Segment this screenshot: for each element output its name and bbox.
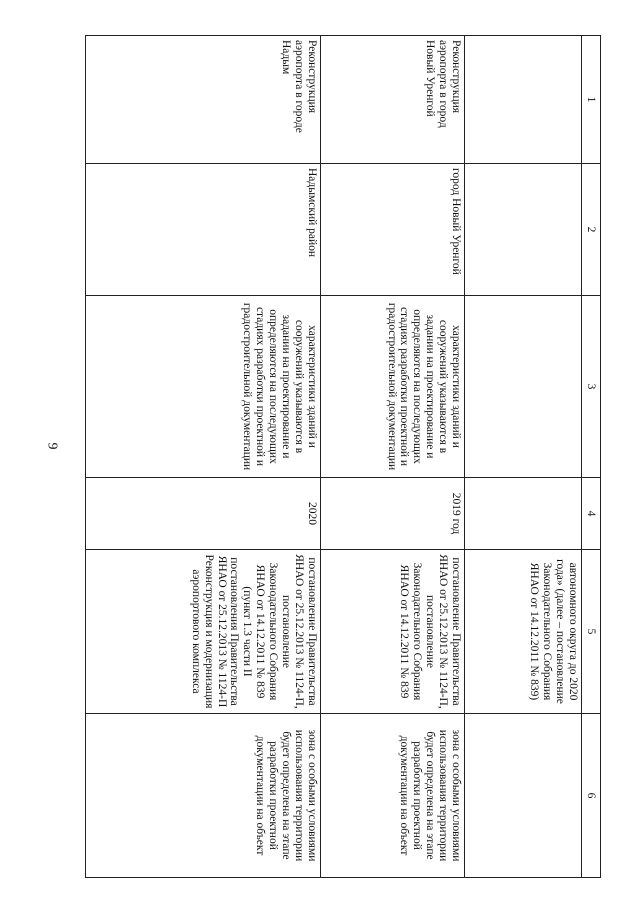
- page-number: 9: [44, 442, 60, 450]
- column-header: 6: [582, 714, 601, 878]
- table-cell-object: Реконструкция аэропорта в городе Надым: [86, 36, 321, 164]
- table-cell: [465, 714, 582, 878]
- column-header: 1: [582, 36, 601, 164]
- table-cell: [465, 36, 582, 164]
- table-cell: [465, 164, 582, 296]
- table-row-continuation: [465, 36, 582, 878]
- column-header: 5: [582, 550, 601, 714]
- column-header: 4: [582, 478, 601, 550]
- table-cell-year: 2020: [86, 478, 321, 550]
- table-cell-document: постановление Правительства ЯНАО от 25.12.2013 № 1124-П, постановление Законодательного Собрания ЯНАО от 14.12.2011 № 839: [320, 550, 464, 714]
- table-cell-location: город Новый Уренгой: [320, 164, 464, 296]
- table-cell-characteristics: характеристики зданий и сооружений указываются в задании на проектирование и определяются на последующих стадиях разработки проектной и градостроительной документации: [86, 296, 321, 478]
- rotated-table-container: [85, 35, 601, 877]
- table-cell-zone: зона с особыми условиями использования территории будет определена на этапе разработки проектной документации на объект: [320, 714, 464, 878]
- table-cell: [465, 296, 582, 478]
- table-cell-year: 2019 год: [320, 478, 464, 550]
- column-header: 2: [582, 164, 601, 296]
- table-cell-document: автономного округа до 2020 года» (далее – постановление Законодательного Собрания ЯНАО от 14.12.2011 № 839): [465, 550, 582, 714]
- table-header-row: [582, 36, 601, 878]
- table-row: [320, 36, 464, 878]
- table-cell-object: Реконструкция аэропорта в город Новый Уренгой: [320, 36, 464, 164]
- table-cell-document: постановление Правительства ЯНАО от 25.12.2013 № 1124-П, постановление Законодательного Собрания ЯНАО от 14.12.2011 № 839 (пункт 1.3 части II постановления Правительства ЯНАО от 25.12.2013 № 1124-П Реконструкция и модернизация аэропортового комплекса: [86, 550, 321, 714]
- table-cell-characteristics: характеристики зданий и сооружений указываются в задании на проектирование и определяются на последующих стадиях разработки проектной и градостроительной документации: [320, 296, 464, 478]
- column-header: 3: [582, 296, 601, 478]
- table-cell-location: Надымский район: [86, 164, 321, 296]
- table-row: [86, 36, 321, 878]
- table-cell: [465, 478, 582, 550]
- objects-table: [85, 35, 601, 878]
- table-cell-zone: зона с особыми условиями использования территории будет определена на этапе разработки проектной документации на объект: [86, 714, 321, 878]
